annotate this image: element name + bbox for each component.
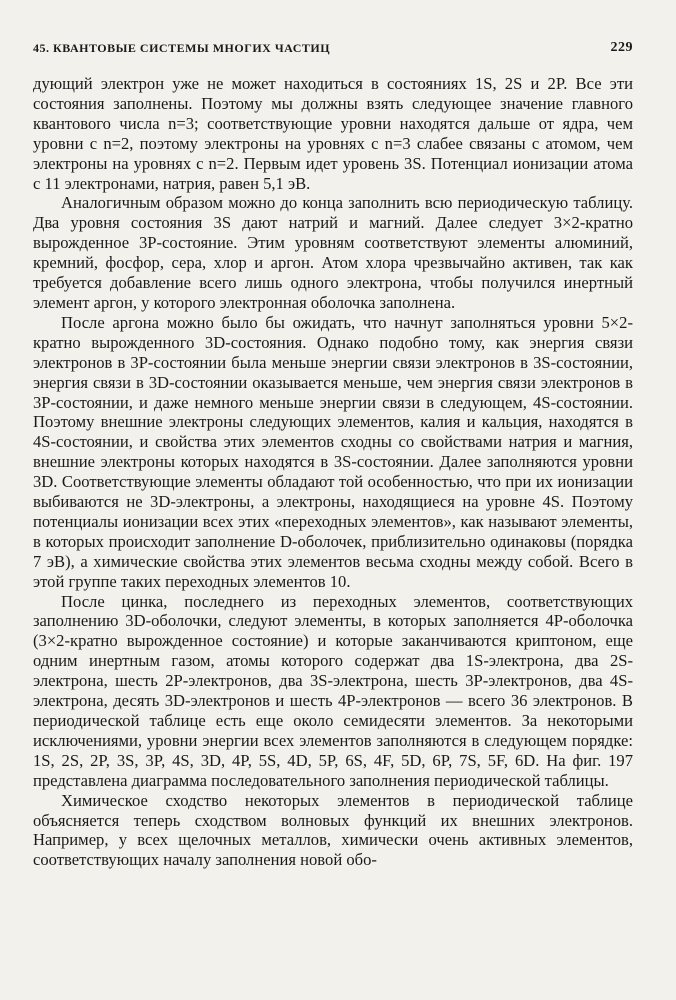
page-number: 229 [610, 40, 633, 55]
paragraph: После аргона можно было бы ожидать, что начнут заполняться уровни 5×2-кратно вырожденного 3D-состояния. Однако подобно тому, как энергия связи электронов в 3P-состоянии была меньше энергии связи электронов в 3S-состоянии, энергия связи в 3D-состоянии оказывается меньше, чем энергия связи электронов в 3P-состоянии, и даже немного меньше энергии связи в следующем, 4S-состоянии. Поэтому внешние электроны следующих элементов, калия и кальция, находятся в 4S-состоянии, и свойства этих элементов сходны со свойствами натрия и магния, внешние электроны которых находятся в 3S-состоянии. Далее заполняются уровни 3D. Соответствующие элементы обладают той особенностью, что при их ионизации выбиваются не 3D-электроны, а электроны, находящиеся на уровне 4S. Поэтому потенциалы ионизации всех этих «переходных элементов», как называют элементы, в которых происходит заполнение D-оболочек, приблизительно одинаковы (порядка 7 эВ), а химические свойства этих элементов весьма сходны между собой. Всего в этой группе таких переходных элементов 10. [33, 312, 633, 591]
book-page [33, 36, 633, 996]
paragraph: Химическое сходство некоторых элементов в периодической таблице объясняется теперь сходством волновых функций их внешних электронов. Например, у всех щелочных металлов, химически очень активных элементов, соответствующих началу заполнения новой обо- [33, 790, 633, 870]
paragraph: После цинка, последнего из переходных элементов, соответствующих заполнению 3D-оболочки, следуют элементы, в которых заполняется 4P-оболочка (3×2-кратно вырожденное состояние) и которые заканчиваются криптоном, еще одним инертным газом, атомы которого содержат два 1S-электрона, два 2S-электрона, шесть 2P-электронов, два 3S-электрона, шесть 3P-электронов, два 4S-электрона, десять 3D-электронов и шесть 4P-электронов — всего 36 электронов. В периодической таблице есть еще около семидесяти элементов. За некоторыми исключениями, уровни энергии всех элементов заполняются в следующем порядке: 1S, 2S, 2P, 3S, 3P, 4S, 3D, 4P, 5S, 4D, 5P, 6S, 4F, 5D, 6P, 7S, 5F, 6D. На фиг. 197 представлена диаграмма последовательного заполнения периодической таблицы. [33, 591, 633, 790]
paragraph: дующий электрон уже не может находиться в состояниях 1S, 2S и 2P. Все эти состояния заполнены. Поэтому мы должны взять следующее значение главного квантового числа n=3; соответствующие уровни находятся дальше от ядра, чем уровни с n=2, поэтому электроны на уровнях с n=3 слабее связаны с атомом, чем электроны на уровнях с n=2. Первым идет уровень 3S. Потенциал ионизации атома с 11 электронами, натрия, равен 5,1 эВ. [33, 74, 633, 193]
running-head [33, 36, 633, 58]
body-text [33, 74, 633, 870]
chapter-title: 45. КВАНТОВЫЕ СИСТЕМЫ МНОГИХ ЧАСТИЦ [33, 41, 331, 55]
paragraph: Аналогичным образом можно до конца заполнить всю периодическую таблицу. Два уровня состояния 3S дают натрий и магний. Далее следует 3×2-кратно вырожденное 3P-состояние. Этим уровням соответствуют элементы алюминий, кремний, фосфор, сера, хлор и аргон. Атом хлора чрезвычайно активен, так как требуется добавление всего лишь одного электрона, чтобы получился инертный элемент аргон, у которого электронная оболочка заполнена. [33, 193, 633, 312]
